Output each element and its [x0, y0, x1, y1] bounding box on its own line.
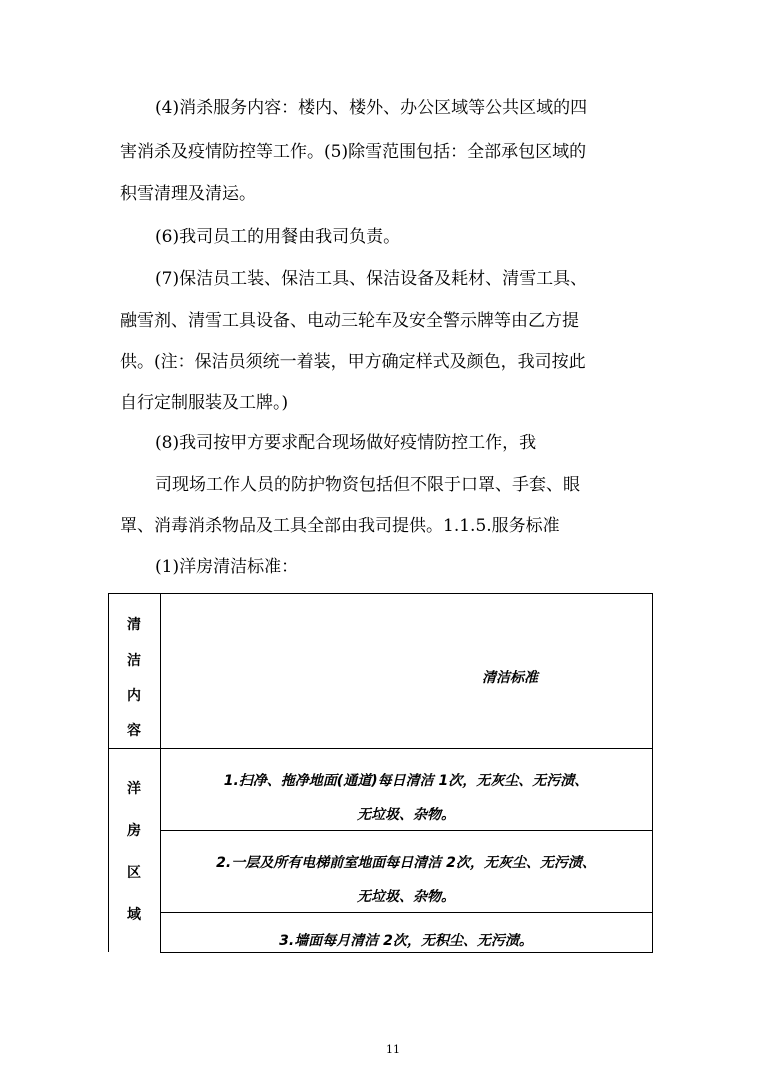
page-number: 11 [386, 1043, 400, 1056]
body-line: (8)我司按甲方要求配合现场做好疫情防控工作，我 [155, 433, 537, 453]
header-col1-char: 容 [127, 723, 141, 739]
table-border [160, 912, 653, 913]
row-label-char: 洋 [127, 781, 141, 797]
header-col1-char: 清 [127, 617, 141, 633]
table-border [108, 593, 653, 594]
table-border [652, 593, 653, 953]
row-label-char: 区 [127, 865, 141, 881]
body-line: 融雪剂、清雪工具设备、电动三轮车及安全警示牌等由乙方提 [120, 311, 579, 331]
table-cell-line: 1.扫净、拖净地面(通道)每日清洁 1次，无灰尘、无污渍、 [223, 773, 589, 789]
body-line: 害消杀及疫情防控等工作。(5)除雪范围包括：全部承包区域的 [120, 142, 587, 162]
body-line: (4)消杀服务内容：楼内、楼外、办公区域等公共区域的四 [155, 98, 588, 118]
table-cell-line: 无垃圾、杂物。 [357, 889, 455, 905]
header-col1-char: 内 [127, 688, 141, 704]
body-line: 积雪清理及清运。 [120, 184, 256, 204]
table-cell-line: 3.墙面每月清洁 2次，无积尘、无污渍。 [279, 933, 533, 949]
body-line: (6)我司员工的用餐由我司负责。 [155, 227, 401, 247]
table-border [108, 593, 109, 952]
row-label-char: 房 [127, 823, 141, 839]
table-cell-line: 2.一层及所有电梯前室地面每日清洁 2次，无灰尘、无污渍、 [216, 855, 596, 871]
table-cell-line: 无垃圾、杂物。 [357, 807, 455, 823]
body-line: 供。(注：保洁员须统一着装，甲方确定样式及颜色，我司按此 [120, 352, 586, 372]
table-border [108, 748, 653, 749]
body-line: 司现场工作人员的防护物资包括但不限于口罩、手套、眼 [155, 475, 580, 495]
row-label-char: 域 [127, 907, 141, 923]
table-border [160, 830, 653, 831]
table-border [160, 952, 653, 953]
body-line: (7)保洁员工装、保洁工具、保洁设备及耗材、清雪工具、 [155, 269, 588, 289]
body-line: (1)洋房清洁标准： [155, 557, 299, 577]
header-col1-char: 洁 [127, 653, 141, 669]
header-col2: 清洁标准 [482, 670, 538, 686]
body-line: 自行定制服装及工牌。) [120, 393, 289, 413]
body-line: 罩、消毒消杀物品及工具全部由我司提供。1.1.5.服务标准 [120, 516, 560, 536]
